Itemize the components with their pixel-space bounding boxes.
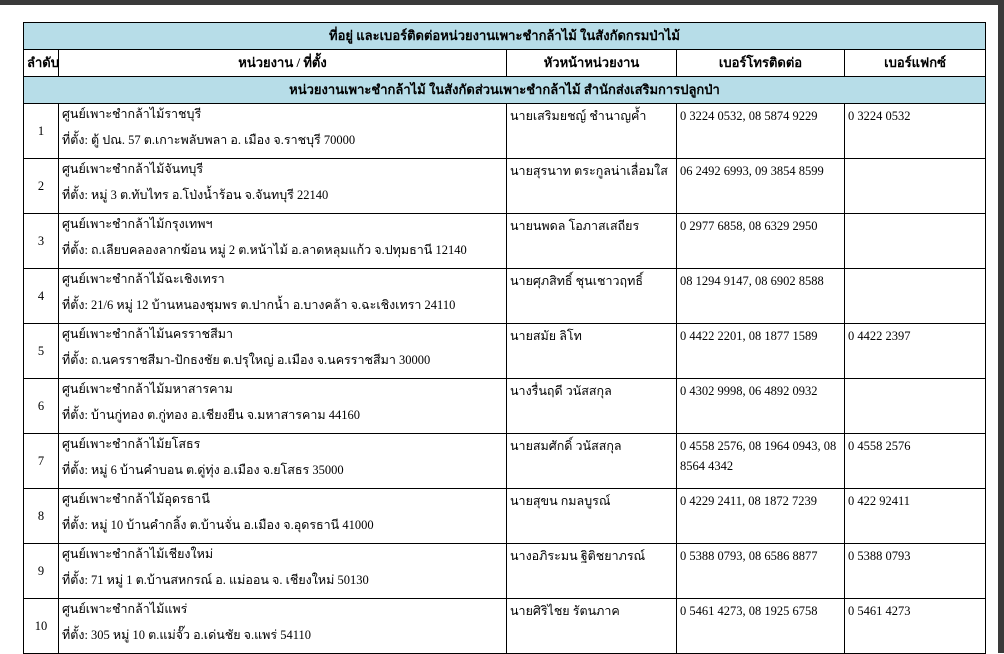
table-row	[24, 214, 986, 269]
unit-cell	[59, 544, 507, 599]
row-number: 1	[24, 104, 59, 159]
unit-address: ที่ตั้ง: หมู่ 6 บ้านคำบอน ต.ดู่ทุ่ง อ.เมือง จ.ยโสธร 35000	[62, 463, 344, 477]
row-number: 9	[24, 544, 59, 599]
table-row	[24, 104, 986, 159]
column-header-unit: หน่วยงาน / ที่ตั้ง	[59, 50, 507, 77]
phone-numbers: 0 2977 6858, 08 6329 2950	[677, 214, 845, 269]
table-row	[24, 269, 986, 324]
fax-number	[845, 214, 986, 269]
unit-address: ที่ตั้ง: บ้านกู่ทอง ต.กู่ทอง อ.เชียงยืน จ.มหาสารคาม 44160	[62, 408, 361, 422]
row-number: 10	[24, 599, 59, 654]
fax-number	[845, 269, 986, 324]
head-of-unit: นายศิริไชย รัตนภาค	[507, 599, 677, 654]
unit-cell	[59, 104, 507, 159]
table-row	[24, 489, 986, 544]
fax-number: 0 5461 4273	[845, 599, 986, 654]
fax-number: 0 4558 2576	[845, 434, 986, 489]
unit-address: ที่ตั้ง: ตู้ ปณ. 57 ต.เกาะพลับพลา อ. เมือง จ.ราชบุรี 70000	[62, 133, 356, 147]
column-header-phone: เบอร์โทรติดต่อ	[677, 50, 845, 77]
row-number: 4	[24, 269, 59, 324]
unit-cell	[59, 434, 507, 489]
phone-numbers: 0 5461 4273, 08 1925 6758	[677, 599, 845, 654]
table-title: ที่อยู่ และเบอร์ติดต่อหน่วยงานเพาะชำกล้าไม้ ในสังกัดกรมป่าไม้	[24, 23, 986, 50]
unit-cell	[59, 489, 507, 544]
row-number: 2	[24, 159, 59, 214]
unit-name: ศูนย์เพาะชำกล้าไม้แพร่	[62, 602, 188, 616]
unit-name: ศูนย์เพาะชำกล้าไม้จันทบุรี	[62, 162, 204, 176]
fax-number: 0 5388 0793	[845, 544, 986, 599]
unit-name: ศูนย์เพาะชำกล้าไม้กรุงเทพฯ	[62, 217, 213, 231]
head-of-unit: นายศุภสิทธิ์ ชุนเชาวฤทธิ์	[507, 269, 677, 324]
unit-address: ที่ตั้ง: 21/6 หมู่ 12 บ้านหนองชุมพร ต.ปากน้ำ อ.บางคล้า จ.ฉะเชิงเทรา 24110	[62, 298, 456, 312]
row-number: 8	[24, 489, 59, 544]
column-header-fax: เบอร์แฟกซ์	[845, 50, 986, 77]
window-top-border	[0, 0, 1004, 5]
row-number: 3	[24, 214, 59, 269]
row-number: 7	[24, 434, 59, 489]
table-row	[24, 379, 986, 434]
head-of-unit: นางรื่นฤดี วนัสสกุล	[507, 379, 677, 434]
head-of-unit: นายสมัย ลิโท	[507, 324, 677, 379]
head-of-unit: นายเสริมยชญ์ ชำนาญค้ำ	[507, 104, 677, 159]
unit-name: ศูนย์เพาะชำกล้าไม้มหาสารคาม	[62, 382, 233, 396]
unit-address: ที่ตั้ง: 305 หมู่ 10 ต.แม่จั๊ว อ.เด่นชัย จ.แพร่ 54110	[62, 628, 312, 642]
column-header-head: หัวหน้าหน่วยงาน	[507, 50, 677, 77]
phone-numbers: 06 2492 6993, 09 3854 8599	[677, 159, 845, 214]
head-of-unit: นายสุขน กมลบูรณ์	[507, 489, 677, 544]
fax-number: 0 422 92411	[845, 489, 986, 544]
unit-cell	[59, 159, 507, 214]
section-header: หน่วยงานเพาะชำกล้าไม้ ในสังกัดส่วนเพาะชำกล้าไม้ สำนักส่งเสริมการปลูกป่า	[24, 77, 986, 104]
unit-cell	[59, 214, 507, 269]
phone-numbers: 0 4302 9998, 06 4892 0932	[677, 379, 845, 434]
head-of-unit: นายสุรนาท ตระกูลน่าเลื่อมใส	[507, 159, 677, 214]
table-row	[24, 324, 986, 379]
unit-name: ศูนย์เพาะชำกล้าไม้ราชบุรี	[62, 107, 202, 121]
unit-name: ศูนย์เพาะชำกล้าไม้นครราชสีมา	[62, 327, 234, 341]
phone-numbers: 0 4229 2411, 08 1872 7239	[677, 489, 845, 544]
head-of-unit: นายนพดล โอภาสเสถียร	[507, 214, 677, 269]
unit-cell	[59, 379, 507, 434]
unit-name: ศูนย์เพาะชำกล้าไม้เชียงใหม่	[62, 547, 214, 561]
nursery-directory-table	[23, 22, 986, 654]
unit-address: ที่ตั้ง: หมู่ 3 ต.ทับไทร อ.โป่งน้ำร้อน จ.จันทบุรี 22140	[62, 188, 329, 202]
fax-number: 0 4422 2397	[845, 324, 986, 379]
phone-numbers: 0 3224 0532, 08 5874 9229	[677, 104, 845, 159]
head-of-unit: นายสมศักดิ์ วนัสสกุล	[507, 434, 677, 489]
unit-address: ที่ตั้ง: 71 หมู่ 1 ต.บ้านสหกรณ์ อ. แม่ออน จ. เชียงใหม่ 50130	[62, 573, 369, 587]
table-row	[24, 599, 986, 654]
unit-address: ที่ตั้ง: ถ.เลียบคลองลากฆ้อน หมู่ 2 ต.หน้าไม้ อ.ลาดหลุมแก้ว จ.ปทุมธานี 12140	[62, 243, 467, 257]
unit-cell	[59, 324, 507, 379]
fax-number	[845, 159, 986, 214]
row-number: 6	[24, 379, 59, 434]
nursery-directory-sheet	[23, 22, 985, 654]
fax-number	[845, 379, 986, 434]
table-row	[24, 544, 986, 599]
head-of-unit: นางอภิระมน ฐิติชยาภรณ์	[507, 544, 677, 599]
unit-address: ที่ตั้ง: หมู่ 10 บ้านคำกลิ้ง ต.บ้านจั่น อ.เมือง จ.อุดรธานี 41000	[62, 518, 374, 532]
unit-name: ศูนย์เพาะชำกล้าไม้ยโสธร	[62, 437, 201, 451]
unit-address: ที่ตั้ง: ถ.นครราชสีมา-ปักธงชัย ต.ปรุใหญ่ อ.เมือง จ.นครราชสีมา 30000	[62, 353, 431, 367]
window-scroll-edge	[998, 0, 1004, 653]
unit-cell	[59, 599, 507, 654]
unit-cell	[59, 269, 507, 324]
table-row	[24, 434, 986, 489]
fax-number: 0 3224 0532	[845, 104, 986, 159]
table-row	[24, 159, 986, 214]
column-header-no: ลำดับ	[24, 50, 59, 77]
phone-numbers: 0 4422 2201, 08 1877 1589	[677, 324, 845, 379]
unit-name: ศูนย์เพาะชำกล้าไม้ฉะเชิงเทรา	[62, 272, 225, 286]
row-number: 5	[24, 324, 59, 379]
phone-numbers: 08 1294 9147, 08 6902 8588	[677, 269, 845, 324]
unit-name: ศูนย์เพาะชำกล้าไม้อุดรธานี	[62, 492, 210, 506]
phone-numbers: 0 5388 0793, 08 6586 8877	[677, 544, 845, 599]
phone-numbers: 0 4558 2576, 08 1964 0943, 08 8564 4342	[677, 434, 845, 489]
